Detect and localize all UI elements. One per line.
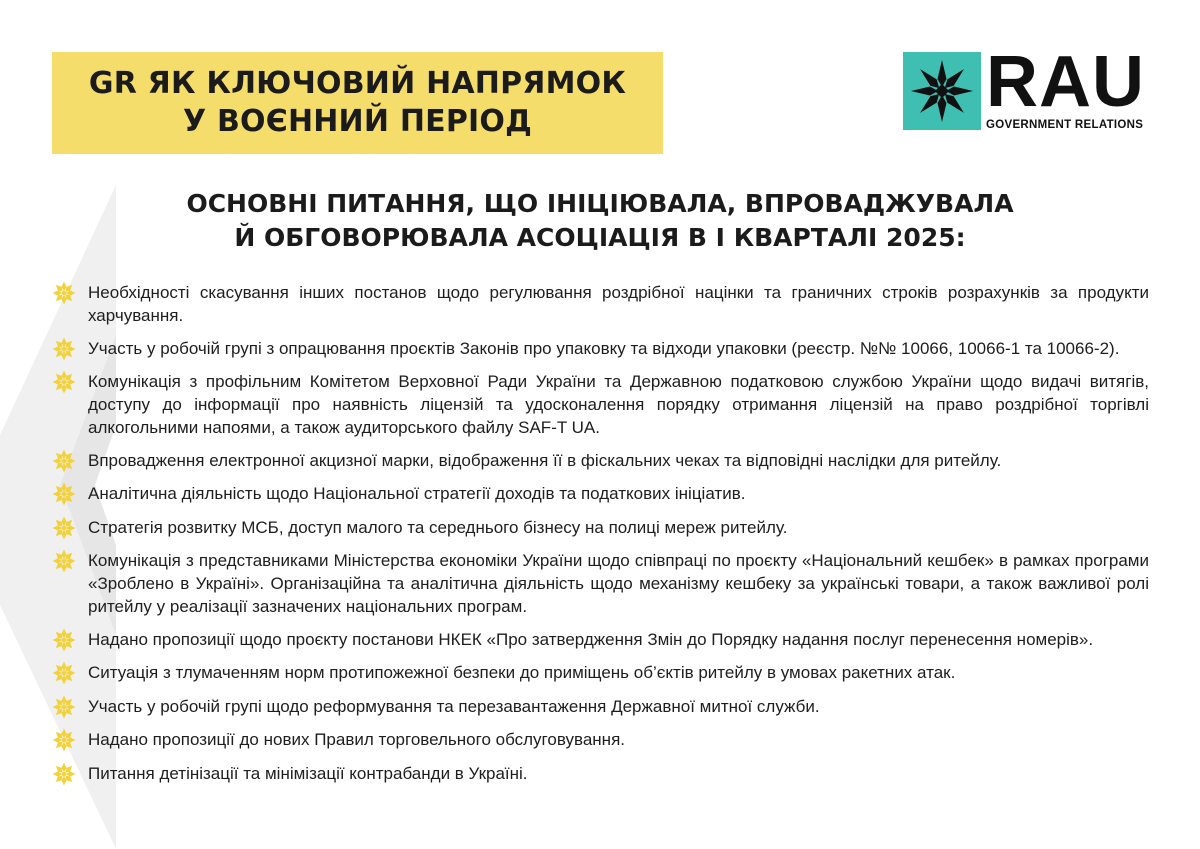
list-item bbox=[52, 337, 1149, 361]
list-item-text: Комунікація з профільним Комітетом Верховної Ради України та Державною податковою службою України щодо видачі витягів, доступу до інформації про наявність ліцензій та удосконалення порядку отримання ліцензій на право роздрібної торгівлі алкогольними напоями, а також аудиторського файлу SAF-T UA. bbox=[88, 372, 1149, 437]
star-ornament-icon bbox=[52, 728, 88, 752]
title-line-2: У ВОЄННИЙ ПЕРІОД bbox=[182, 104, 532, 139]
star-ornament-icon bbox=[52, 281, 88, 305]
star-ornament-icon bbox=[52, 370, 88, 394]
section-heading-line-2: Й ОБГОВОРЮВАЛА АСОЦІАЦІЯ В І КВАРТАЛІ 2025: bbox=[234, 223, 966, 252]
list-item bbox=[52, 449, 1149, 473]
list-item-text: Стратегія розвитку МСБ, доступ малого та середнього бізнесу на полиці мереж ритейлу. bbox=[88, 517, 788, 537]
list-item-text: Участь у робочій групі з опрацювання проєктів Законів про упаковку та відходи упаковки (реєстр. №№ 10066, 10066-1 та 10066-2). bbox=[88, 338, 1120, 358]
logo-wordmark: RAU bbox=[986, 42, 1145, 122]
list-item-text: Впровадження електронної акцизної марки, відображення її в фіскальних чеках та відповідні наслідки для ритейлу. bbox=[88, 450, 1002, 470]
star-ornament-icon bbox=[52, 695, 88, 719]
star-ornament-icon bbox=[52, 482, 88, 506]
star-ornament-icon bbox=[52, 549, 88, 573]
list-item bbox=[52, 516, 1149, 540]
title-line-1: GR ЯК КЛЮЧОВИЙ НАПРЯМОК bbox=[88, 66, 627, 101]
star-ornament-icon bbox=[52, 337, 88, 361]
list-item bbox=[52, 549, 1149, 618]
list-item bbox=[52, 695, 1149, 719]
star-ornament-icon bbox=[52, 762, 88, 786]
list-item-text: Комунікація з представниками Міністерства економіки України щодо співпраці по проєкту «Національний кешбек» в рамках програми «Зроблено в Україні». Організаційна та аналітична діяльність щодо механізму кешбеку за українські товари, а також важливої ролі ритейлу у реалізації зазначених національних програм. bbox=[88, 551, 1149, 616]
list-item bbox=[52, 661, 1149, 685]
logo-subtitle: GOVERNMENT RELATIONS bbox=[986, 119, 1144, 131]
star-ornament-icon bbox=[52, 516, 88, 540]
star-ornament-logo-icon bbox=[903, 52, 981, 130]
list-item bbox=[52, 370, 1149, 439]
star-ornament-icon bbox=[52, 661, 88, 685]
list-item-text: Участь у робочій групі щодо реформування та перезавантаження Державної митної служби. bbox=[88, 696, 820, 716]
list-item bbox=[52, 281, 1149, 327]
list-item-text: Надано пропозиції щодо проєкту постанови НКЕК «Про затвердження Змін до Порядку надання послуг перенесення номерів». bbox=[88, 629, 1094, 649]
list-item bbox=[52, 482, 1149, 506]
issues-list bbox=[52, 281, 1149, 795]
list-item-text: Аналітична діяльність щодо Національної стратегії доходів та податкових ініціатив. bbox=[88, 484, 746, 503]
title-banner bbox=[52, 52, 663, 154]
list-item bbox=[52, 628, 1149, 652]
list-item-text: Питання детінізації та мінімізації контрабанди в Україні. bbox=[88, 763, 528, 783]
section-heading-line-1: ОСНОВНІ ПИТАННЯ, ЩО ІНІЦІЮВАЛА, ВПРОВАДЖУВАЛА bbox=[186, 189, 1014, 218]
rau-logo bbox=[903, 42, 1149, 132]
section-heading bbox=[100, 187, 1100, 255]
list-item-text: Надано пропозиції до нових Правил торговельного обслуговування. bbox=[88, 730, 625, 749]
star-ornament-icon bbox=[52, 628, 88, 652]
star-ornament-icon bbox=[52, 449, 88, 473]
list-item bbox=[52, 762, 1149, 786]
list-item bbox=[52, 728, 1149, 752]
list-item-text: Ситуація з тлумаченням норм протипожежної безпеки до приміщень об’єктів ритейлу в умовах ракетних атак. bbox=[88, 663, 956, 682]
list-item-text: Необхідності скасування інших постанов щодо регулювання роздрібної націнки та граничних строків розрахунків за продукти харчування. bbox=[88, 283, 1149, 325]
